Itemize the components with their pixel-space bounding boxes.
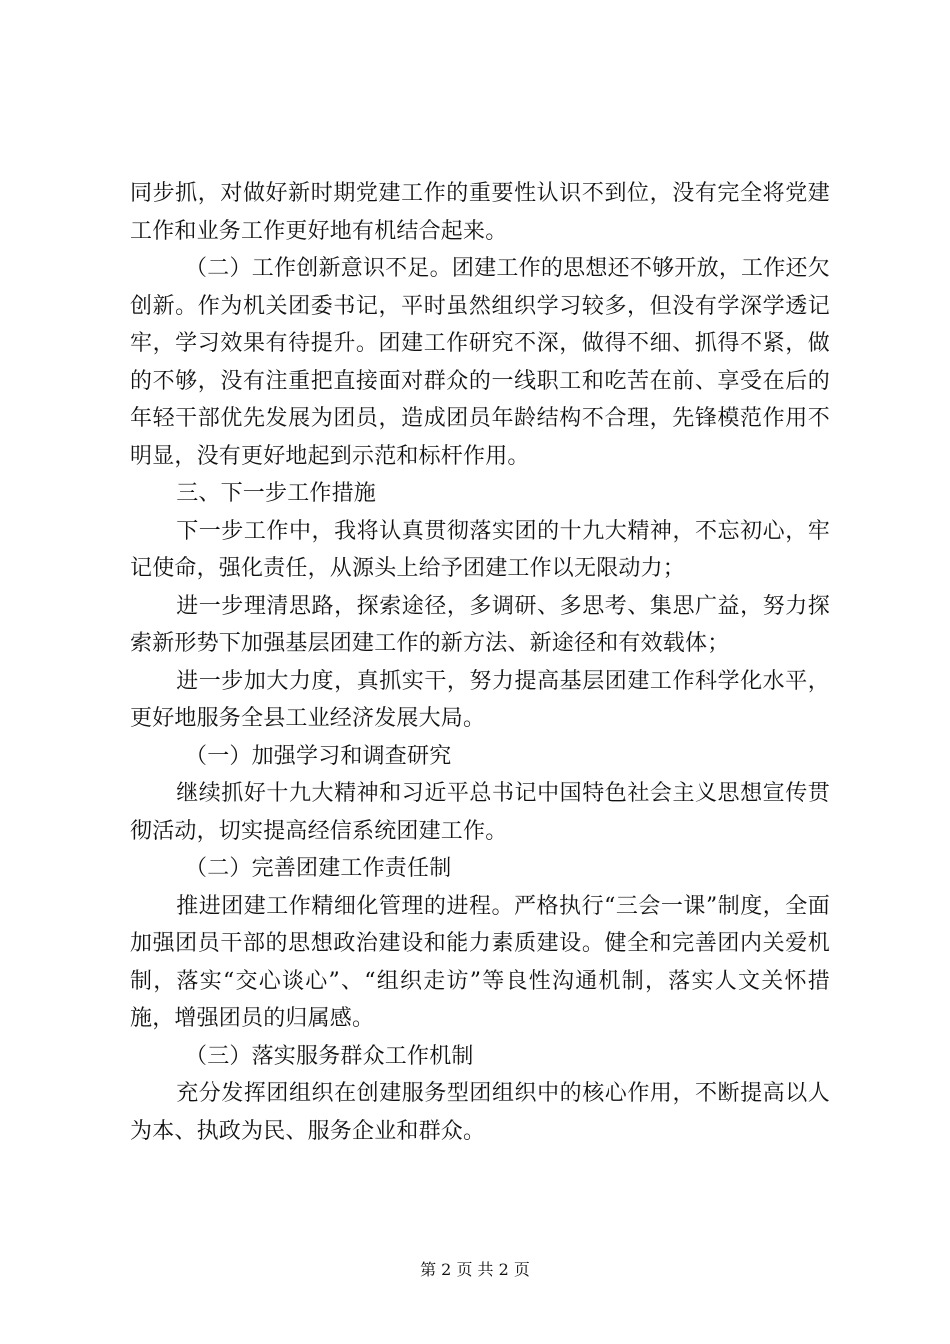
subheading-study-research: （一）加强学习和调查研究 <box>185 743 452 769</box>
paragraph-next-steps-intro: 下一步工作中，我将认真贯彻落实团的十九大精神，不忘初心，牢记使命，强化责任，从源头上给予团建工作以无限动力； <box>130 518 830 581</box>
paragraph-increase-effort: 进一步加大力度，真抓实干，努力提高基层团建工作科学化水平，更好地服务全县工业经济发展大局。 <box>130 668 830 731</box>
document-body <box>130 175 830 1150</box>
paragraph-service-mechanism: 充分发挥团组织在创建服务型团组织中的核心作用，不断提高以人为本、执政为民、服务企业和群众。 <box>130 1081 830 1144</box>
paragraph-responsibility: 推进团建工作精细化管理的进程。严格执行“三会一课”制度，全面加强团员干部的思想政治建设和能力素质建设。健全和完善团内关爱机制，落实“交心谈心”、“组织走访”等良性沟通机制，落实人文关怀措施，增强团员的归属感。 <box>130 893 830 1031</box>
page-number-footer: 第 2 页 共 2 页 <box>420 1260 530 1279</box>
subheading-responsibility: （二）完善团建工作责任制 <box>185 856 452 881</box>
section-heading-next-steps: 三、下一步工作措施 <box>176 481 376 506</box>
subheading-service-mechanism: （三）落实服务群众工作机制 <box>185 1043 474 1069</box>
paragraph-continuation: 同步抓，对做好新时期党建工作的重要性认识不到位，没有完全将党建工作和业务工作更好地有机结合起来。 <box>130 181 830 244</box>
paragraph-innovation: （二）工作创新意识不足。团建工作的思想还不够开放，工作还欠创新。作为机关团委书记，平时虽然组织学习较多，但没有学深学透记牢，学习效果有待提升。团建工作研究不深，做得不细、抓得不紧，做的不够，没有注重把直接面对群众的一线职工和吃苦在前、享受在后的年轻干部优先发展为团员，造成团员年龄结构不合理，先锋模范作用不明显，没有更好地起到示范和标杆作用。 <box>130 256 830 469</box>
paragraph-clarify-approach: 进一步理清思路，探索途径，多调研、多思考、集思广益，努力探索新形势下加强基层团建工作的新方法、新途径和有效载体； <box>130 593 830 656</box>
paragraph-study-research: 继续抓好十九大精神和习近平总书记中国特色社会主义思想宣传贯彻活动，切实提高经信系统团建工作。 <box>130 781 830 844</box>
